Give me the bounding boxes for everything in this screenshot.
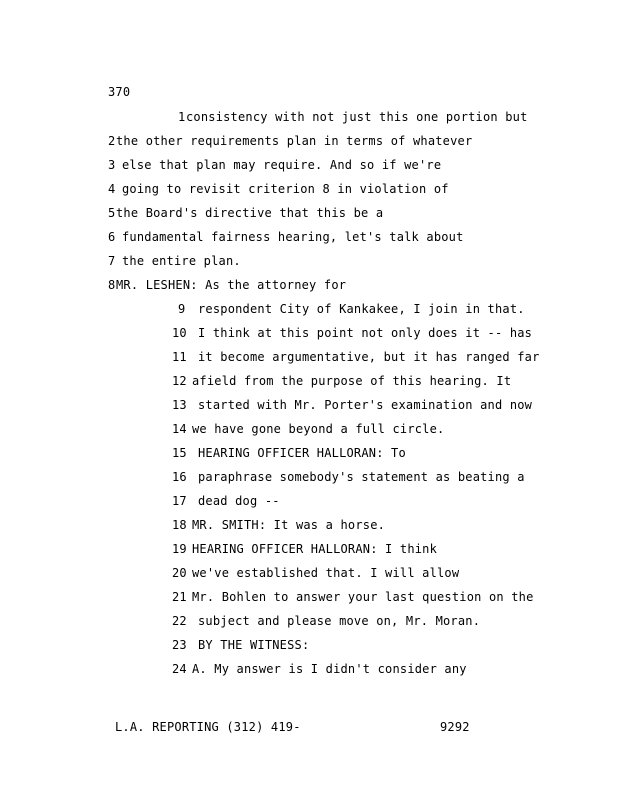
line-number: 11 <box>172 350 187 364</box>
line-number: 15 <box>172 446 187 460</box>
footer-reporter: L.A. REPORTING (312) 419- <box>115 720 301 734</box>
line-text: fundamental fairness hearing, let's talk about <box>122 230 464 244</box>
line-text: subject and please move on, Mr. Moran. <box>198 614 481 628</box>
line-text: I think at this point not only does it -- has <box>198 326 533 340</box>
line-text: respondent City of Kankakee, I join in that. <box>198 302 525 316</box>
line-text: afield from the purpose of this hearing. It <box>192 374 512 388</box>
line-number: 1 <box>178 110 186 124</box>
line-number: 9 <box>178 302 186 316</box>
line-number: 24 <box>172 662 187 676</box>
line-text: the entire plan. <box>122 254 241 268</box>
line-number: 13 <box>172 398 187 412</box>
line-text: paraphrase somebody's statement as beating a <box>198 470 525 484</box>
line-number: 5 <box>108 206 116 220</box>
line-number: 17 <box>172 494 187 508</box>
line-text: consistency with not just this one portion but <box>186 110 528 124</box>
page-number: 370 <box>108 85 131 99</box>
line-text: MR. LESHEN: As the attorney for <box>116 278 347 292</box>
line-number: 4 <box>108 182 116 196</box>
line-text: HEARING OFFICER HALLORAN: To <box>198 446 406 460</box>
line-number: 23 <box>172 638 187 652</box>
line-number: 22 <box>172 614 187 628</box>
line-text: it become argumentative, but it has ranged far <box>198 350 540 364</box>
line-text: we've established that. I will allow <box>192 566 460 580</box>
line-text: MR. SMITH: It was a horse. <box>192 518 386 532</box>
line-text: dead dog -- <box>198 494 280 508</box>
line-text: we have gone beyond a full circle. <box>192 422 445 436</box>
line-text: the Board's directive that this be a <box>116 206 384 220</box>
line-number: 16 <box>172 470 187 484</box>
line-number: 10 <box>172 326 187 340</box>
line-number: 6 <box>108 230 116 244</box>
line-number: 18 <box>172 518 187 532</box>
line-number: 8 <box>108 278 116 292</box>
line-number: 7 <box>108 254 116 268</box>
line-number: 21 <box>172 590 187 604</box>
line-text: started with Mr. Porter's examination and now <box>198 398 533 412</box>
line-number: 20 <box>172 566 187 580</box>
line-text: Mr. Bohlen to answer your last question on the <box>192 590 534 604</box>
line-number: 19 <box>172 542 187 556</box>
line-number: 14 <box>172 422 187 436</box>
line-number: 12 <box>172 374 187 388</box>
footer-number: 9292 <box>440 720 470 734</box>
line-number: 2 <box>108 134 116 148</box>
line-text: the other requirements plan in terms of whatever <box>116 134 473 148</box>
line-text: going to revisit criterion 8 in violation of <box>122 182 449 196</box>
line-text: else that plan may require. And so if we're <box>122 158 442 172</box>
line-text: HEARING OFFICER HALLORAN: I think <box>192 542 438 556</box>
line-text: BY THE WITNESS: <box>198 638 310 652</box>
line-text: A. My answer is I didn't consider any <box>192 662 467 676</box>
line-number: 3 <box>108 158 116 172</box>
